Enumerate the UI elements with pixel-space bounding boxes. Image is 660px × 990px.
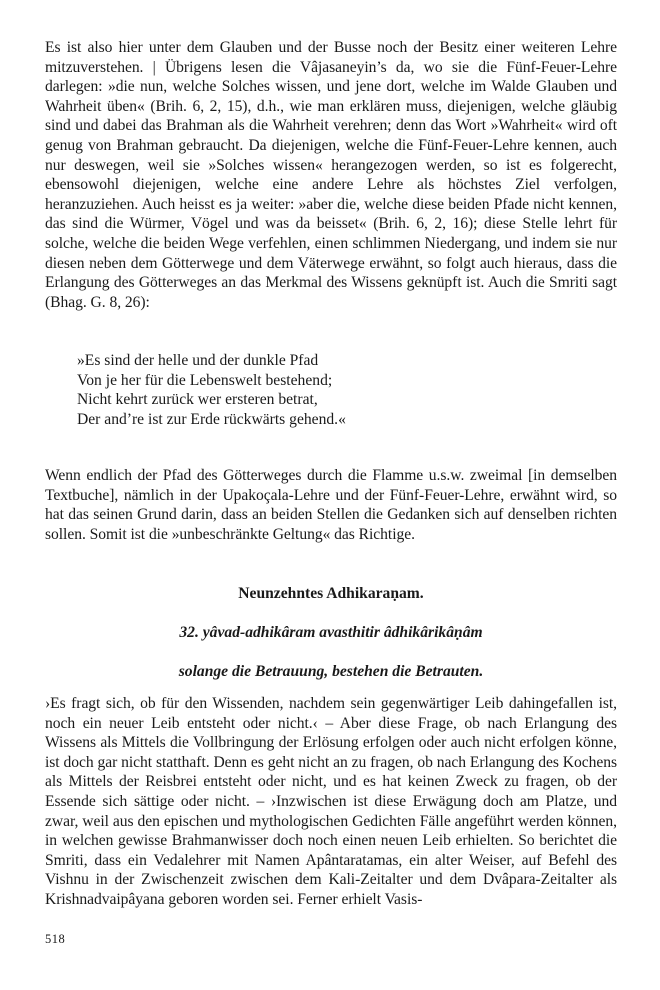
sutra-translation: solange die Betrauung, bestehen die Betrauten.: [178, 663, 484, 680]
verse-line-2: Von je her für die Lebenswelt bestehend;: [77, 371, 333, 389]
verse-line-3: Nicht kehrt zurück wer ersteren betrat,: [77, 391, 318, 409]
paragraph-1: Es ist also hier unter dem Glauben und der Busse noch der Besitz einer weiteren Lehre mitzuverstehen. | Übrigens lesen die Vâjasaneyin’s da, wo sie die Fünf-Feuer-Lehre darlegen: »die nun, welche Solches wissen, und jene dort, welche im Walde Glauben und Wahrheit üben« (Brih. 6, 2, 15), d.h., wie man erklären muss, diejenigen, welche gläubig sind und dabei das Brahman als die Wahrheit verehren; denn das Wort »Wahrheit« wird oft genug von Brahman gebraucht. Da diejenigen, welche die Fünf-Feuer-Lehre kennen, auch nur deswegen, weil sie »Solches wissen« herangezogen werden, so ist es folgerecht, ebensowohl diejenigen, welche eine andere Lehre als höchstes Ziel verfolgen, heranzuziehen. Auch heisst es ja weiter: »aber die, welche diese beiden Pfade nicht kennen, das sind die Würmer, Vögel und was da beisset« (Brih. 6, 2, 16); diese Stelle lehrt für solche, welche die beiden Wege verfehlen, einen schlimmen Niedergang, und indem sie nur diesen neben dem Götterwege und dem Väterwege erwähnt, so folgt auch hieraus, dass die Erlangung des Götterweges an das Merkmal des Wissens geknüpft ist. Auch die Smriti sagt (Bhag. G. 8, 26):: [45, 39, 617, 311]
paragraph-3: ›Es fragt sich, ob für den Wissenden, nachdem sein gegenwärtiger Leib dahingefallen ist, noch ein neuer Leib entsteht oder nicht.‹ – Aber diese Frage, ob nach Erlangung des Wissens als Mittels die Vollbringung der Erlösung erfolgen oder auch nicht erfolgen könne, ist doch gar nicht statthaft. Denn es geht nicht an zu fragen, ob nach Erlangung des Kochens als Mittels der Reisbrei entsteht oder nicht, und es hat keinen Zweck zu fragen, ob der Essende sich sättige oder nicht. – ›Inzwischen ist diese Erwägung doch am Platze, und zwar, weil aus den epischen und mythologischen Gedichten Fälle angeführt werden können, in welchen gewisse Brahmanwisser doch noch einen neuen Leib erhielten. So berichtet die Smriti, dass ein Vedalehrer mit Namen Apântaratamas, ein alter Weiser, auf Befehl des Vishnu in der Zwischenzeit zwischen dem Kali-Zeitalter und dem Dvâpara-Zeitalter als Krishnadvaipâyana geboren worden sei. Ferner erhielt Vasis-: [45, 695, 617, 908]
section-heading: Neunzehntes Adhikaraṇam.: [238, 585, 424, 602]
page-number: 518: [45, 932, 66, 946]
paragraph-2: Wenn endlich der Pfad des Götterweges durch die Flamme u.s.w. zweimal [in demselben Textbuche], nämlich in der Upakoçala-Lehre und der Fünf-Feuer-Lehre, erwähnt wird, so hat das seinen Grund darin, dass an beiden Stellen die Gedanken sich auf denselben richten sollen. Somit ist die »unbeschränkte Geltung« das Richtige.: [45, 467, 617, 543]
verse-quote: [77, 351, 617, 451]
page-body: [45, 38, 617, 910]
verse-line-4: Der and’re ist zur Erde rückwärts gehend.«: [77, 410, 346, 428]
verse-line-1: »Es sind der helle und der dunkle Pfad: [77, 352, 319, 369]
sutra-heading: 32. yâvad-adhikâram avasthitir âdhikârikâṇâm: [179, 624, 483, 641]
